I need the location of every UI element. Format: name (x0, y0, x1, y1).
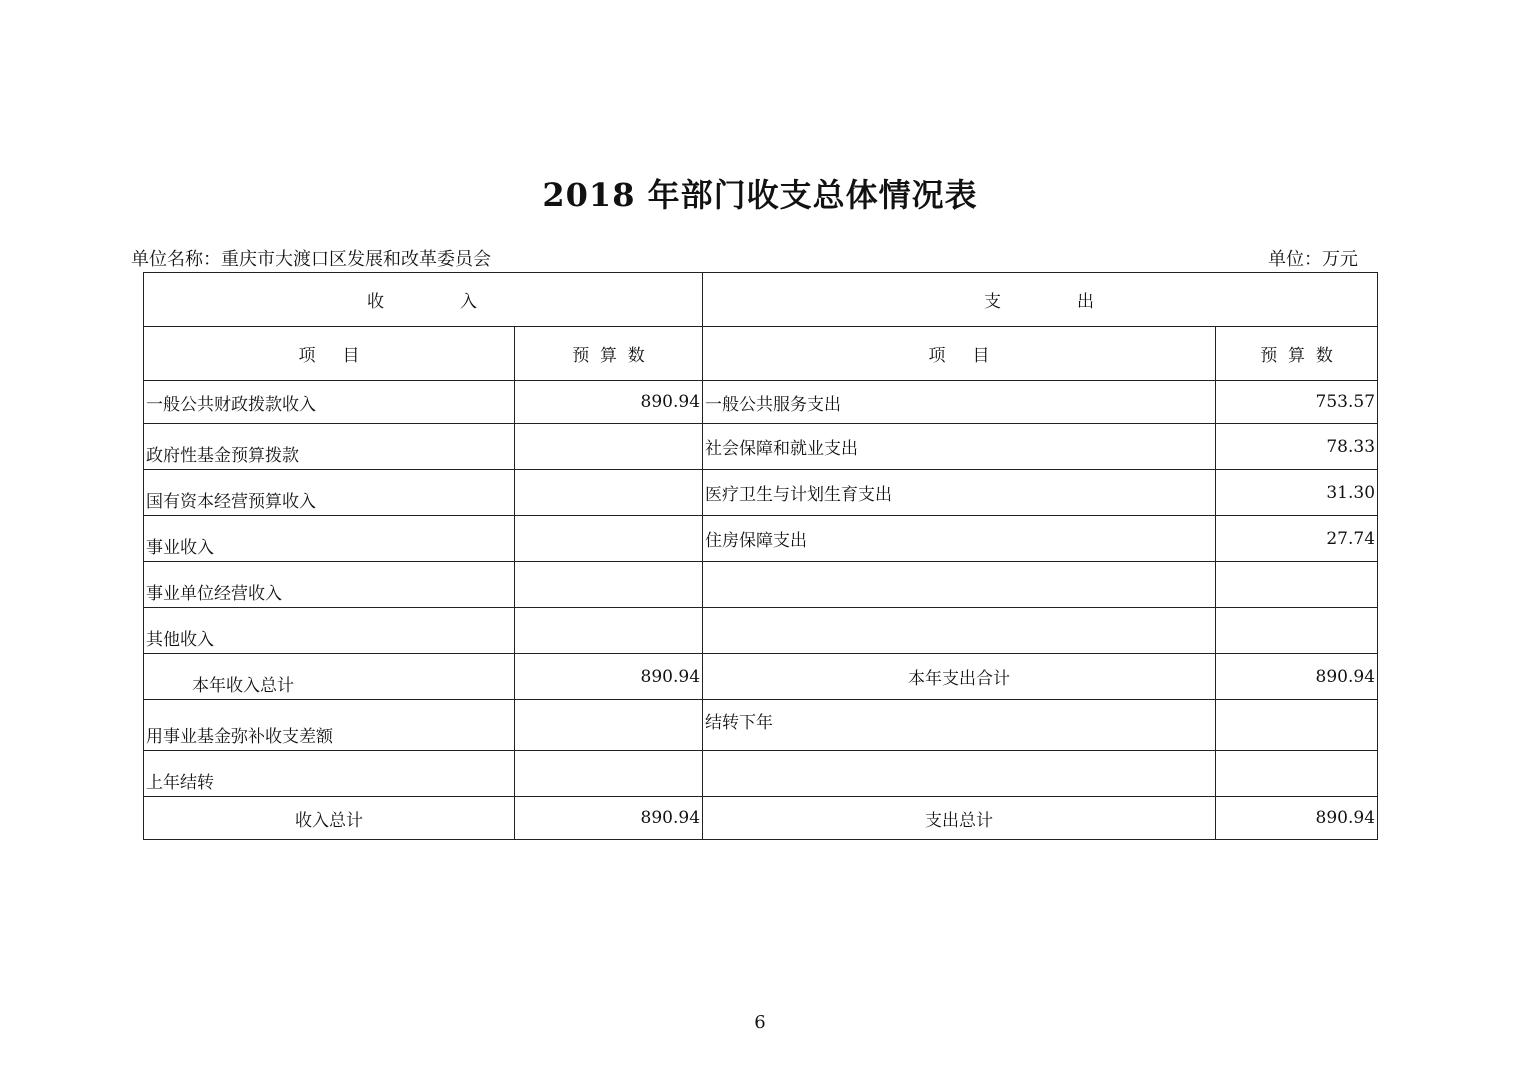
expense-item: 医疗卫生与计划生育支出 (703, 470, 1216, 516)
table-row (144, 654, 1378, 700)
expense-budget-header: 预 算 数 (1216, 327, 1378, 381)
income-value (515, 700, 703, 751)
income-item: 国有资本经营预算收入 (144, 470, 515, 516)
table-subheader-row (144, 327, 1378, 381)
expense-item: 结转下年 (703, 700, 1216, 751)
expense-header: 支 出 (703, 273, 1378, 327)
expense-item: 社会保障和就业支出 (703, 424, 1216, 470)
expense-value: 31.30 (1216, 470, 1378, 516)
expense-item (703, 562, 1216, 608)
expense-total-label: 支出总计 (703, 797, 1216, 840)
expense-value: 753.57 (1216, 381, 1378, 424)
income-item: 上年结转 (144, 751, 515, 797)
table-row (144, 562, 1378, 608)
expense-value (1216, 608, 1378, 654)
table-header-row (144, 273, 1378, 327)
income-item: 事业单位经营收入 (144, 562, 515, 608)
page-title: 2018 年部门收支总体情况表 (542, 176, 978, 214)
expense-item: 住房保障支出 (703, 516, 1216, 562)
income-value (515, 608, 703, 654)
income-item: 政府性基金预算拨款 (144, 424, 515, 470)
budget-table (143, 272, 1378, 840)
table-row (144, 381, 1378, 424)
expense-value (1216, 562, 1378, 608)
income-value (515, 516, 703, 562)
table-row (144, 516, 1378, 562)
income-item: 其他收入 (144, 608, 515, 654)
expense-subtotal-label: 本年支出合计 (703, 654, 1216, 700)
expense-value: 78.33 (1216, 424, 1378, 470)
unit-name-label: 单位名称：重庆市大渡口区发展和改革委员会 (131, 249, 491, 270)
income-value: 890.94 (515, 381, 703, 424)
income-item: 用事业基金弥补收支差额 (144, 700, 515, 751)
expense-item (703, 751, 1216, 797)
expense-item (703, 608, 1216, 654)
income-header: 收 入 (144, 273, 703, 327)
table-row (144, 700, 1378, 751)
table-row (144, 470, 1378, 516)
expense-subtotal-value: 890.94 (1216, 654, 1378, 700)
expense-item: 一般公共服务支出 (703, 381, 1216, 424)
expense-total-value: 890.94 (1216, 797, 1378, 840)
table-row (144, 797, 1378, 840)
income-value (515, 470, 703, 516)
income-item-header: 项 目 (144, 327, 515, 381)
table-row (144, 751, 1378, 797)
expense-value: 27.74 (1216, 516, 1378, 562)
expense-item-header: 项 目 (703, 327, 1216, 381)
income-total-value: 890.94 (515, 797, 703, 840)
expense-value (1216, 751, 1378, 797)
income-value (515, 424, 703, 470)
table-row (144, 608, 1378, 654)
income-value (515, 751, 703, 797)
table-row (144, 424, 1378, 470)
income-subtotal-label: 本年收入总计 (144, 654, 515, 700)
currency-unit-label: 单位：万元 (1268, 249, 1358, 270)
income-item: 事业收入 (144, 516, 515, 562)
income-total-label: 收入总计 (144, 797, 515, 840)
page-number: 6 (754, 1012, 766, 1033)
income-item: 一般公共财政拨款收入 (144, 381, 515, 424)
income-subtotal-value: 890.94 (515, 654, 703, 700)
income-budget-header: 预 算 数 (515, 327, 703, 381)
income-value (515, 562, 703, 608)
expense-value (1216, 700, 1378, 751)
